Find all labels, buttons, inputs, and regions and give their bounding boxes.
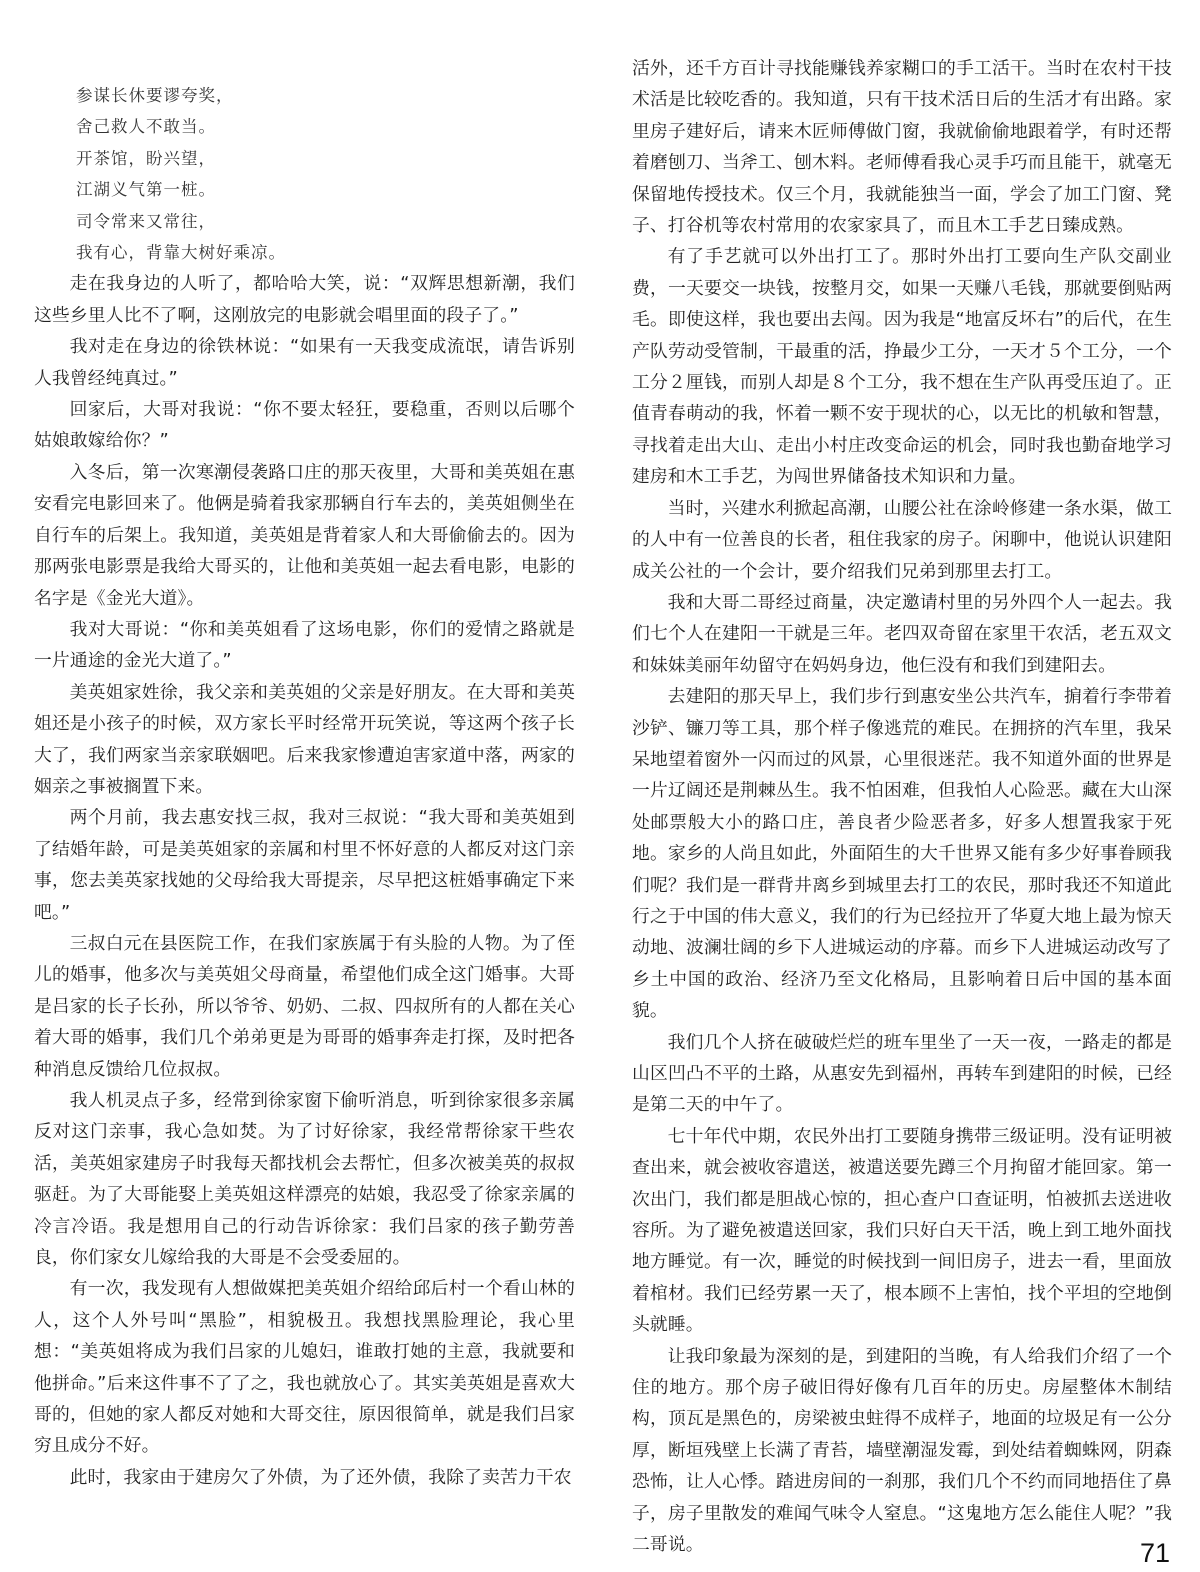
body-paragraph: 三叔白元在县医院工作，在我们家族属于有头脸的人物。为了侄儿的婚事，他多次与美英姐父母商量，希望他们成全这门婚事。大哥是吕家的长子长孙，所以爷爷、奶奶、二叔、四叔所有的人都在关心着大哥的婚事，我们几个弟弟更是为哥哥的婚事奔走打探，及时把各种消息反馈给几位叔叔。 — [34, 932, 575, 1080]
continued-paragraph: 活外，还千方百计寻找能赚钱养家糊口的手工活干。当时在农村干技术活是比较吃香的。我知道，只有干技术活日后的生活才有出路。家里房子建好后，请来木匠师傅做门窗，我就偷偷地跟着学，有时还帮着磨刨刀、当斧工、刨木料。老师傅看我心灵手巧而且能干，就毫无保留地传授技术。仅三个月，我就能独当一面，学会了加工门窗、凳子、打谷机等农村常用的农家家具了，而且木工手艺日臻成熟。 — [632, 58, 1172, 237]
body-paragraph: 去建阳的那天早上，我们步行到惠安坐公共汽车，掮着行李带着沙铲、镰刀等工具，那个样子像逃荒的难民。在拥挤的汽车里，我呆呆地望着窗外一闪而过的风景，心里很迷茫。我不知道外面的世界是一片辽阔还是荆棘丛生。我不怕困难，但我怕人心险恶。藏在大山深处邮票般大小的路口庄，善良者少险恶者多，好多人想置我家于死地。家乡的人尚且如此，外面陌生的大千世界又能有多少好事眷顾我们呢？我们是一群背井离乡到城里去打工的农民，那时我还不知道此行之于中国的伟大意义，我们的行为已经拉开了华夏大地上最为惊天动地、波澜壮阔的乡下人进城运动的序幕。而乡下人进城运动改写了乡土中国的政治、经济乃至文化格局，且影响着日后中国的基本面貌。 — [632, 686, 1172, 1022]
body-paragraph: 此时，我家由于建房欠了外债，为了还外债，我除了卖苦力干农 — [69, 1466, 572, 1488]
body-paragraph: 当时，兴建水利掀起高潮，山腰公社在涂岭修建一条水渠，做工的人中有一位善良的长者，租住我家的房子。闲聊中，他说认识建阳成关公社的一个会计，要介绍我们兄弟到那里去打工。 — [632, 497, 1172, 582]
body-paragraph: 我人机灵点子多，经常到徐家窗下偷听消息，听到徐家很多亲属反对这门亲事，我心急如焚。为了讨好徐家，我经常帮徐家干些农活，美英姐家建房子时我每天都找机会去帮忙，但多次被美英的叔叔驱赶。为了大哥能娶上美英姐这样漂亮的姑娘，我忍受了徐家亲属的冷言冷语。我是想用自己的行动告诉徐家：我们吕家的孩子勤劳善良，你们家女儿嫁给我的大哥是不会受委屈的。 — [34, 1090, 575, 1269]
left-column — [34, 80, 575, 1493]
poem-line: 舍己救人不敢当。 — [76, 117, 216, 137]
body-paragraph: 七十年代中期，农民外出打工要随身携带三级证明。没有证明被查出来，就会被收容遣送，被遣送要先蹲三个月拘留才能回家。第一次出门，我们都是胆战心惊的，担心查户口查证明，怕被抓去送进收容所。为了避免被遣送回家，我们只好白天干活，晚上到工地外面找地方睡觉。有一次，睡觉的时候找到一间旧房子，进去一看，里面放着棺材。我们已经劳累一天了，根本顾不上害怕，找个平坦的空地倒头就睡。 — [632, 1125, 1172, 1336]
poem-line: 开茶馆，盼兴望， — [76, 148, 216, 168]
body-paragraph: 我对走在身边的徐铁林说：“如果有一天我变成流氓，请告诉别人我曾经纯真过。” — [34, 336, 575, 389]
poem-line: 参谋长休要谬夸奖， — [76, 86, 234, 105]
body-paragraph: 我和大哥二哥经过商量，决定邀请村里的另外四个人一起去。我们七个人在建阳一干就是三年。老四双奇留在家里干农活，老五双文和妹妹美丽年幼留守在妈妈身边，他仨没有和我们到建阳去。 — [632, 591, 1172, 676]
body-paragraph: 美英姐家姓徐，我父亲和美英姐的父亲是好朋友。在大哥和美英姐还是小孩子的时候，双方家长平时经常开玩笑说，等这两个孩子长大了，我们两家当亲家联姻吧。后来我家惨遭迫害家道中落，两家的姻亲之事被搁置下来。 — [34, 681, 575, 797]
body-paragraph: 我对大哥说：“你和美英姐看了这场电影，你们的爱情之路就是一片通途的金光大道了。” — [34, 618, 575, 672]
body-paragraph: 有了手艺就可以外出打工了。那时外出打工要向生产队交副业费，一天要交一块钱，按整月交，如果一天赚八毛钱，那就要倒贴两毛。即使这样，我也要出去闯。因为我是“地富反坏右”的后代，在生产队劳动受管制，干最重的活，挣最少工分，一天才５个工分，一个工分２厘钱，而别人却是８个工分，我不想在生产队再受压迫了。正值青春萌动的我，怀着一颗不安于现状的心，以无比的机敏和智慧，寻找着走出大山、走出小村庄改变命运的机会，同时我也勤奋地学习建房和木工手艺，为闯世界储备技术知识和力量。 — [632, 246, 1172, 488]
body-paragraph: 回家后，大哥对我说：“你不要太轻狂，要稳重，否则以后哪个姑娘敢嫁给你？” — [34, 399, 575, 452]
poem-line: 我有心，背靠大树好乘凉。 — [76, 243, 286, 263]
poem-line: 司令常来又常往， — [76, 211, 216, 231]
page-number: 71 — [1139, 1538, 1170, 1568]
body-paragraph: 我们几个人挤在破破烂烂的班车里坐了一天一夜，一路走的都是山区凹凸不平的土路，从惠安先到福州，再转车到建阳的时候，已经是第二天的中午了。 — [632, 1031, 1172, 1116]
body-paragraph: 让我印象最为深刻的是，到建阳的当晚，有人给我们介绍了一个住的地方。那个房子破旧得好像有几百年的历史。房屋整体木制结构，顶瓦是黑色的，房梁被虫蛀得不成样子，地面的垃圾足有一公分厚，断垣残壁上长满了青苔，墙壁潮湿发霉，到处结着蜘蛛网，阴森恐怖，让人心悸。踏进房间的一刹那，我们几个不约而同地捂住了鼻子，房子里散发的难闻气味令人窒息。“这鬼地方怎么能住人呢？”我二哥说。 — [632, 1345, 1172, 1556]
body-paragraph: 入冬后，第一次寒潮侵袭路口庄的那天夜里，大哥和美英姐在惠安看完电影回来了。他俩是骑着我家那辆自行车去的，美英姐侧坐在自行车的后架上。我知道，美英姐是背着家人和大哥偷偷去的。因为那两张电影票是我给大哥买的，让他和美英姐一起去看电影，电影的名字是《金光大道》。 — [34, 461, 575, 609]
poem-line: 江湖义气第一桩。 — [76, 180, 216, 200]
right-column — [632, 53, 1172, 1561]
body-paragraph: 两个月前，我去惠安找三叔，我对三叔说：“我大哥和美英姐到了结婚年龄，可是美英姐家的亲属和村里不怀好意的人都反对这门亲事，您去美英家找她的父母给我大哥提亲，尽早把这桩婚事确定下来吧。” — [34, 807, 575, 923]
body-paragraph: 走在我身边的人听了，都哈哈大笑，说：“双辉思想新潮，我们这些乡里人比不了啊，这刚放完的电影就会唱里面的段子了。” — [34, 273, 575, 326]
poem-lyrics — [34, 80, 575, 268]
body-paragraph: 有一次，我发现有人想做媒把美英姐介绍给邱后村一个看山林的人，这个人外号叫“黑脸”，相貌极丑。我想找黑脸理论，我心里想：“美英姐将成为我们吕家的儿媳妇，谁敢打她的主意，我就要和他拼命。”后来这件事不了了之，我也就放心了。其实美英姐是喜欢大哥的，但她的家人都反对她和大哥交往，原因很简单，就是我们吕家穷且成分不好。 — [34, 1278, 575, 1457]
